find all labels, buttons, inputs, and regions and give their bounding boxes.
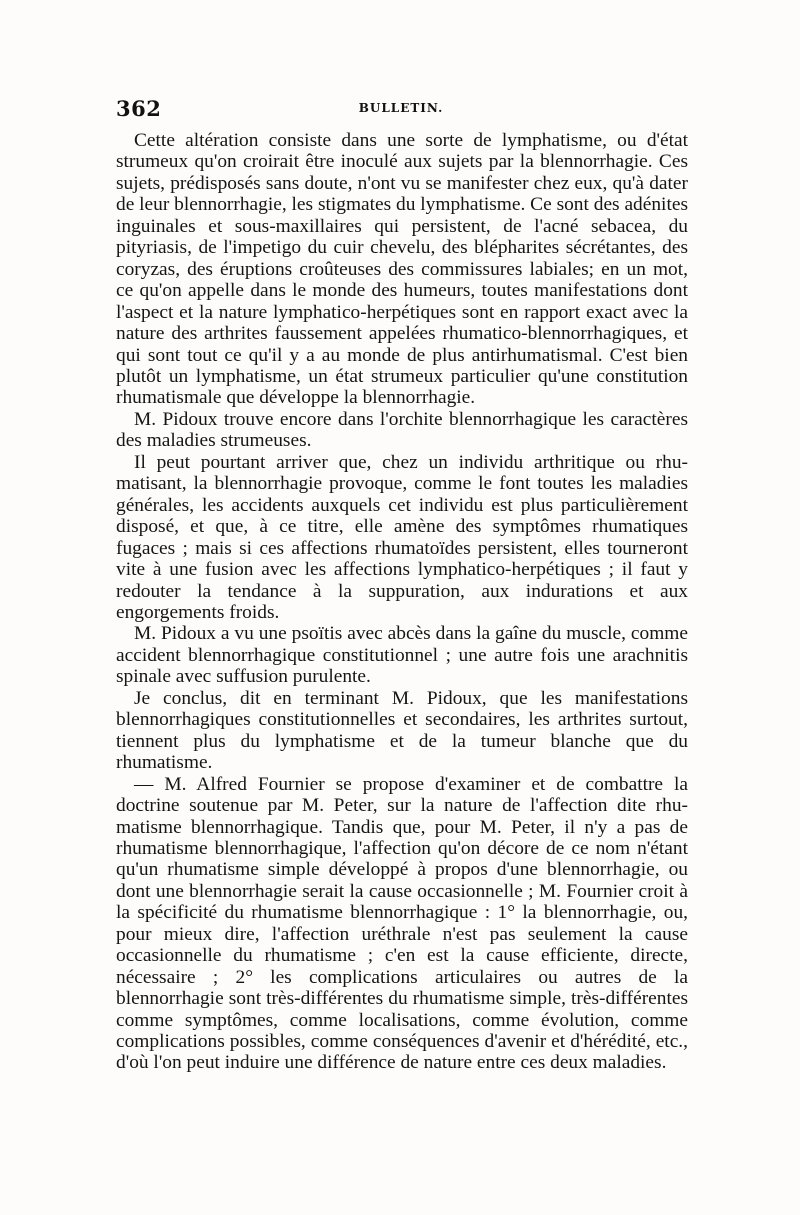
running-title: BULLETIN. [358, 101, 444, 115]
paragraph-arthritique: Il peut pourtant arriver que, chez un individu arthritique ou rhumatisant, la blennorrhagie provoque, comme le font toutes les maladies générales, les accidents auxquels cet individu est plus particulièrement disposé, et que, à ce titre, elle amène des symptômes rhumatiques fugaces ; mais si ces affections rhumatoïdes persistent, elles tourneront vite à une fusion avec les affections lymphatico-herpétiques ; il faut y redouter la tendance à la suppuration, aux indurations et aux engorgements froids. [116, 451, 688, 623]
page-number: 362 [116, 96, 162, 121]
body-text [116, 130, 688, 1074]
paragraph-psoitis: M. Pidoux a vu une psoïtis avec abcès dans la gaîne du muscle, comme accident blennorrhagique constitutionnel ; une autre fois une arachnitis spinale avec suffusion purulente. [116, 623, 688, 688]
paragraph-orchite: M. Pidoux trouve encore dans l'orchite blennorrhagique les caractères des maladies strumeuses. [116, 408, 688, 452]
page-header [116, 96, 686, 122]
paragraph-conclusion-pidoux: Je conclus, dit en terminant M. Pidoux, que les manifestations blennorrhagiques constitutionnelles et secondaires, les arthrites surtout, tiennent plus du lymphatisme et de la tumeur blanche que du rhumatisme. [116, 687, 688, 774]
paragraph-lymphatisme: Cette altération consiste dans une sorte de lymphatisme, ou d'état strumeux qu'on croirait être inoculé aux sujets par la blennorrhagie. Ces sujets, prédisposés sans doute, n'ont vu se manifester chez eux, qu'à dater de leur blennorrhagie, les stigmates du lymphatisme. Ce sont des adénites inguinales et sous-maxillaires qui persistent, de l'acné sebacea, du pityriasis, de l'impetigo du cuir chevelu, des blépharites sécrétantes, des coryzas, des éruptions croûteuses des commissures labiales; en un mot, ce qu'on appelle dans le monde des humeurs, toutes manifestations dont l'aspect et la nature lymphatico-herpétiques sont en rapport exact avec la nature des arthrites faussement appelées rhumatico-blennorrhagiques, et qui sont tout ce qu'il y a au monde de plus antirhumatismal. C'est bien plutôt un lymphatisme, un état strumeux particulier qu'une constitution rhumatismale que développe la blennorrhagie. [116, 130, 688, 409]
paragraph-fournier: — M. Alfred Fournier se propose d'examiner et de combattre la doctrine soutenue par M. Peter, sur la nature de l'affection dite rhumatisme blennorrhagique. Tandis que, pour M. Peter, il n'y a pas de rhumatisme blennorrhagique, l'affection qu'on décore de ce nom n'étant qu'un rhumatisme simple développé à propos d'une blennorrhagie, ou dont une blennorrhagie serait la cause occasionnelle ; M. Fournier croit à la spécificité du rhumatisme blennorrhagique : 1° la blennorrhagie, ou, pour mieux dire, l'affection uréthrale n'est pas seulement la cause occasionnelle du rhumatisme ; c'en est la cause efficiente, directe, nécessaire ; 2° les complications articulaires ou autres de la blennorrhagie sont très-différentes du rhumatisme simple, très-différentes comme symptômes, comme localisations, comme évolution, comme complications possibles, comme conséquences d'avenir et d'hérédité, etc., d'où l'on peut induire une différence de nature entre ces deux maladies. [116, 773, 688, 1074]
